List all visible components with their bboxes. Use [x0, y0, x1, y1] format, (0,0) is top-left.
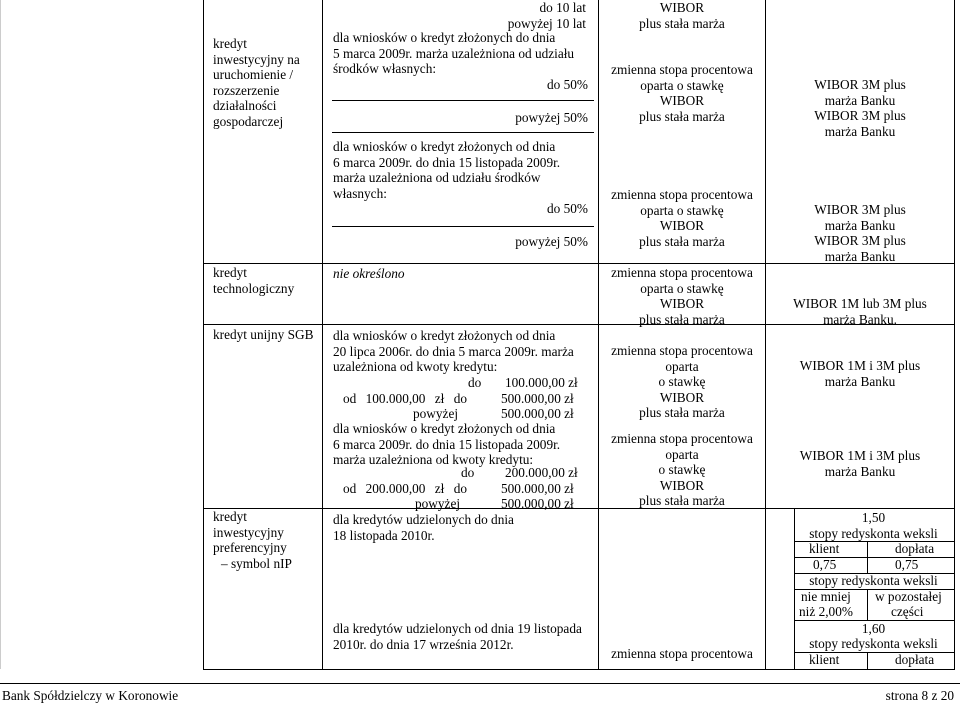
discount-1-label: stopy redyskonta weksli: [809, 525, 938, 541]
loan-type-eu: kredyt unijny SGB: [213, 327, 314, 342]
footer-bank-name: Bank Spółdzielczy w Koronowie: [2, 688, 179, 703]
mini-split-4: [867, 652, 868, 669]
not-specified: nie określono: [333, 266, 405, 281]
mini-split-3: [867, 589, 868, 620]
loan-type-preferential: kredyt inwestycyjny preferencyjny – symbol nIP: [213, 509, 292, 571]
discount-3-split: klient dopłata: [809, 651, 935, 667]
loan-type-investment: kredyt inwestycyjny na uruchomienie / rozszerzenie działalności gospodarczej: [213, 36, 300, 129]
discount-2-values: 0,75 0,75: [813, 557, 919, 573]
discount-2-split: nie mniej niż 2,00% w pozostałej części: [799, 588, 942, 619]
mini-line-6: [794, 652, 954, 653]
section-deposit-2009b: dla wniosków o kredyt złożonych od dnia 6 marca 2009r. do dnia 15 listopada 2009r. marża uzależniona od udziału środków własnych:: [333, 139, 561, 201]
margin-block-1: WIBOR 3M plus marża Banku WIBOR 3M plus marża Banku: [814, 77, 906, 139]
discount-3-value: 1,60: [861, 620, 886, 636]
mini-split-2: [867, 557, 868, 573]
sec1-divider-2: [332, 132, 594, 133]
discount-2-label: stopy redyskonta weksli: [809, 573, 938, 589]
rate-block-6: zmienna stopa procentowa: [611, 646, 753, 661]
rate-top: WIBOR plus stała marża: [639, 0, 725, 31]
page-margin-line: [0, 0, 1, 669]
sec1-above-50: powyżej 50%: [515, 110, 588, 125]
rate-block-1: zmienna stopa procentowa oparta o stawkę WIBOR plus stała marża: [611, 62, 753, 124]
mini-line-1: [794, 541, 954, 542]
footer-rule: [0, 683, 960, 684]
sec1-divider: [332, 100, 594, 101]
rate-block-2: zmienna stopa procentowa oparta o stawkę WIBOR plus stała marża: [611, 187, 753, 249]
table-border-left: [203, 0, 204, 669]
section-deposit-2009: dla wniosków o kredyt złożonych do dnia 5 marca 2009r. marża uzależniona od udziału środków własnych:: [333, 30, 575, 77]
mini-split-1: [867, 541, 868, 557]
sec2-divider: [332, 226, 594, 227]
sec2-up-to-50: do 50%: [547, 201, 588, 216]
margin-block-5: WIBOR 1M i 3M plus marża Banku: [799, 448, 921, 479]
mini-line-3: [794, 573, 954, 574]
margin-block-4: WIBOR 1M i 3M plus marża Banku: [799, 358, 921, 389]
loan-type-technological: kredyt technologiczny: [213, 265, 295, 296]
table-border-bottom: [203, 669, 955, 670]
mini-line-2: [794, 557, 954, 558]
margin-block-3: WIBOR 1M lub 3M plus marża Banku.: [793, 296, 927, 327]
table-border-right: [954, 0, 955, 669]
rate-block-4: zmienna stopa procentowa oparta o stawkę WIBOR plus stała marża: [611, 343, 753, 421]
discount-1-split: klient dopłata: [809, 541, 935, 557]
discount-1-value: 1,50: [861, 510, 886, 525]
section-granted-2010: dla kredytów udzielonych do dnia 18 listopada 2010r.: [333, 512, 514, 543]
period-labels: do 10 lat powyżej 10 lat: [507, 0, 586, 31]
rate-block-5: zmienna stopa procentowa oparta o stawkę WIBOR plus stała marża: [611, 431, 753, 509]
mini-line-5: [794, 620, 954, 621]
discount-3-label: stopy redyskonta weksli: [809, 636, 938, 652]
mini-line-4: [794, 589, 954, 590]
sec2-above-50: powyżej 50%: [515, 234, 588, 249]
sec1-up-to-50: do 50%: [547, 77, 588, 92]
table-border-col2: [322, 0, 323, 669]
section-amount-2009: dla wniosków o kredyt złożonych od dnia 6 marca 2009r. do dnia 15 listopada 2009r. marża uzależniona od kwoty kredytu:: [333, 421, 561, 468]
section-granted-2012: dla kredytów udzielonych od dnia 19 listopada 2010r. do dnia 17 września 2012r.: [333, 621, 582, 652]
footer-page-number: strona 8 z 20: [885, 688, 954, 703]
rate-block-3: zmienna stopa procentowa oparta o stawkę WIBOR plus stała marża: [611, 265, 753, 327]
margin-block-2: WIBOR 3M plus marża Banku WIBOR 3M plus marża Banku: [814, 202, 906, 264]
section-amount-2006: dla wniosków o kredyt złożonych od dnia 20 lipca 2006r. do dnia 5 marca 2009r. marża uzależniona od kwoty kredytu:: [333, 328, 574, 375]
row-divider-3: [203, 508, 955, 509]
